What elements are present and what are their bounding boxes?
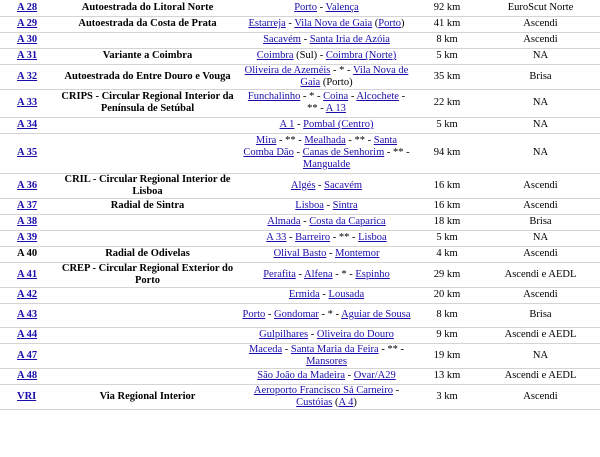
- place-link[interactable]: Gulpilhares: [259, 329, 309, 340]
- place-link[interactable]: Montemor: [335, 248, 380, 259]
- road-name: [55, 303, 240, 327]
- length-cell: 3 km: [413, 384, 481, 409]
- table-row: [0, 198, 600, 214]
- road-code-cell: [0, 133, 55, 173]
- road-code[interactable]: A 32: [17, 70, 38, 82]
- length-cell: 20 km: [413, 287, 481, 303]
- route-cell: [240, 246, 413, 262]
- length-cell: 41 km: [413, 16, 481, 32]
- table-row: [0, 16, 600, 32]
- route-cell: [240, 384, 413, 409]
- place-link[interactable]: Mangualde: [302, 159, 351, 170]
- operator-cell: Ascendi: [481, 384, 600, 409]
- place-link[interactable]: Funchalinho: [247, 91, 301, 102]
- route-separator: - ** -: [307, 91, 406, 114]
- place-link[interactable]: Porto: [378, 18, 402, 29]
- route-cell: [240, 133, 413, 173]
- operator-cell: Ascendi e AEDL: [481, 368, 600, 384]
- road-code-cell: [0, 384, 55, 409]
- road-name: [55, 327, 240, 343]
- operator-cell: NA: [481, 89, 600, 117]
- operator-cell: NA: [481, 48, 600, 64]
- route-separator: -: [300, 34, 310, 45]
- length-cell: 35 km: [413, 64, 481, 89]
- route-cell: [240, 198, 413, 214]
- table-row: [0, 0, 600, 16]
- route-cell: [240, 230, 413, 246]
- table-row: [0, 343, 600, 368]
- place-link[interactable]: Porto: [294, 1, 317, 13]
- place-link[interactable]: São João da Madeira: [257, 370, 345, 381]
- road-code[interactable]: A 31: [17, 50, 38, 61]
- place-link[interactable]: A 13: [325, 103, 346, 114]
- length-cell: 8 km: [413, 303, 481, 327]
- operator-cell: Ascendi: [481, 32, 600, 48]
- place-link[interactable]: Almada: [267, 216, 301, 227]
- route-separator: -: [316, 1, 326, 13]
- route-separator: (Sul) -: [293, 50, 326, 61]
- place-link[interactable]: Mira: [255, 135, 277, 146]
- length-cell: 5 km: [413, 230, 481, 246]
- place-link[interactable]: Estarreja: [248, 18, 286, 29]
- place-link[interactable]: Lousada: [328, 289, 365, 300]
- operator-cell: NA: [481, 133, 600, 173]
- length-cell: 4 km: [413, 246, 481, 262]
- road-code-cell: [0, 303, 55, 327]
- route-separator: - * -: [330, 64, 353, 76]
- operator-cell: Ascendi: [481, 287, 600, 303]
- place-link[interactable]: Coimbra (Norte): [325, 50, 397, 61]
- road-code-cell: [0, 89, 55, 117]
- route-separator: (: [332, 396, 339, 408]
- place-link[interactable]: Vila Nova de Gaia: [294, 18, 373, 29]
- road-name: [55, 32, 240, 48]
- road-code[interactable]: A 33: [17, 97, 38, 108]
- road-code-cell: [0, 368, 55, 384]
- route-cell: [240, 117, 413, 133]
- place-link[interactable]: Algés: [290, 179, 316, 191]
- road-name: [55, 133, 240, 173]
- road-code[interactable]: A 41: [17, 268, 38, 280]
- length-cell: 22 km: [413, 89, 481, 117]
- place-link[interactable]: Santa Maria da Feira: [290, 343, 379, 355]
- place-link[interactable]: Coina: [323, 91, 349, 102]
- road-code-cell: [0, 246, 55, 262]
- road-code-cell: [0, 32, 55, 48]
- route-separator: (: [372, 18, 379, 29]
- table-row: [0, 64, 600, 89]
- road-name: CREP - Circular Regional Exterior do Porto: [55, 262, 240, 287]
- road-code[interactable]: A 44: [17, 329, 38, 340]
- place-link[interactable]: Sacavém: [324, 179, 363, 191]
- length-cell: 92 km: [413, 0, 481, 16]
- road-code[interactable]: A 30: [17, 34, 38, 45]
- length-cell: 94 km: [413, 133, 481, 173]
- table-row: [0, 214, 600, 230]
- route-separator: -: [265, 309, 274, 320]
- place-link[interactable]: Coimbra: [256, 50, 294, 61]
- route-cell: [240, 303, 413, 327]
- place-link[interactable]: Costa da Caparica: [309, 216, 386, 227]
- place-link[interactable]: Valença: [325, 1, 359, 13]
- place-link[interactable]: Santa Iria de Azóia: [309, 34, 390, 45]
- route-separator: -: [315, 179, 325, 191]
- road-code[interactable]: A 39: [17, 232, 38, 243]
- road-code-cell: [0, 0, 55, 16]
- place-link[interactable]: Custóias: [296, 396, 333, 408]
- road-code[interactable]: A 38: [17, 216, 38, 227]
- place-link[interactable]: Canas de Senhorim: [302, 147, 385, 158]
- table-row: [0, 287, 600, 303]
- place-link[interactable]: Mealhada: [304, 135, 346, 146]
- place-link[interactable]: Gondomar: [274, 309, 319, 320]
- route-separator: -: [323, 200, 333, 211]
- road-code-cell: [0, 16, 55, 32]
- route-separator: -: [345, 370, 354, 381]
- length-cell: 18 km: [413, 214, 481, 230]
- route-cell: [240, 214, 413, 230]
- road-name: Via Regional Interior: [55, 384, 240, 409]
- place-link[interactable]: Oliveira do Douro: [316, 329, 394, 340]
- road-name: Variante a Coimbra: [55, 48, 240, 64]
- route-cell: [240, 368, 413, 384]
- route-cell: [240, 343, 413, 368]
- place-link[interactable]: A 1: [279, 119, 295, 130]
- operator-cell: Brisa: [481, 303, 600, 327]
- route-cell: [240, 48, 413, 64]
- road-code[interactable]: A 35: [17, 147, 38, 158]
- route-separator: - ** -: [345, 135, 374, 146]
- table-row: [0, 133, 600, 173]
- place-link[interactable]: Santa Comba Dão: [243, 135, 398, 158]
- route-separator: (Porto): [320, 76, 353, 88]
- place-link[interactable]: Porto: [242, 309, 266, 320]
- table-row: [0, 246, 600, 262]
- road-code-cell: [0, 198, 55, 214]
- operator-cell: Ascendi: [481, 16, 600, 32]
- route-separator: - * -: [318, 309, 342, 320]
- route-cell: [240, 262, 413, 287]
- place-link[interactable]: Vila Nova de Gaia: [300, 64, 409, 88]
- route-separator: -: [295, 268, 305, 280]
- place-link[interactable]: Maceda: [248, 343, 283, 355]
- route-separator: -: [282, 343, 291, 355]
- road-name: [55, 117, 240, 133]
- road-name: [55, 230, 240, 246]
- operator-cell: Ascendi e AEDL: [481, 262, 600, 287]
- route-separator: -: [326, 248, 336, 259]
- route-cell: [240, 0, 413, 16]
- route-cell: [240, 173, 413, 198]
- road-code-cell: [0, 64, 55, 89]
- operator-cell: Ascendi: [481, 246, 600, 262]
- road-code[interactable]: A 37: [17, 200, 38, 211]
- table-row: [0, 32, 600, 48]
- operator-cell: NA: [481, 343, 600, 368]
- operator-cell: Ascendi e AEDL: [481, 327, 600, 343]
- road-code: A 40: [17, 248, 38, 259]
- operator-cell: Ascendi: [481, 173, 600, 198]
- length-cell: 8 km: [413, 32, 481, 48]
- route-separator: -: [392, 384, 400, 396]
- place-link[interactable]: Aeroporto Francisco Sá Carneiro: [253, 384, 393, 396]
- route-cell: [240, 287, 413, 303]
- length-cell: 16 km: [413, 198, 481, 214]
- road-code-cell: [0, 343, 55, 368]
- road-code[interactable]: A 36: [17, 179, 38, 191]
- route-separator: -: [308, 329, 317, 340]
- table-row: [0, 327, 600, 343]
- place-link[interactable]: Lisboa: [295, 200, 324, 211]
- place-link[interactable]: Ovar/A29: [353, 370, 396, 381]
- table-row: [0, 303, 600, 327]
- operator-cell: NA: [481, 117, 600, 133]
- route-separator: -: [286, 232, 296, 243]
- road-code-cell: [0, 48, 55, 64]
- road-name: [55, 368, 240, 384]
- road-name: Autoestrada do Entre Douro e Vouga: [55, 64, 240, 89]
- road-code-cell: [0, 173, 55, 198]
- route-cell: [240, 89, 413, 117]
- length-cell: 19 km: [413, 343, 481, 368]
- road-name: Radial de Odivelas: [55, 246, 240, 262]
- operator-cell: EuroScut Norte: [481, 0, 600, 16]
- route-separator: - * -: [332, 268, 356, 280]
- route-separator: ): [401, 18, 405, 29]
- length-cell: 16 km: [413, 173, 481, 198]
- route-cell: [240, 64, 413, 89]
- table-row: [0, 117, 600, 133]
- place-link[interactable]: Ermida: [288, 289, 320, 300]
- place-link[interactable]: Sacavém: [263, 34, 301, 45]
- place-link[interactable]: Aguiar de Sousa: [341, 309, 411, 320]
- road-name: [55, 343, 240, 368]
- road-code-cell: [0, 287, 55, 303]
- road-code[interactable]: A 28: [17, 1, 38, 13]
- route-cell: [240, 327, 413, 343]
- table-row: [0, 48, 600, 64]
- road-name: [55, 214, 240, 230]
- road-name: Radial de Sintra: [55, 198, 240, 214]
- operator-cell: Brisa: [481, 214, 600, 230]
- route-separator: ): [353, 396, 357, 408]
- place-link[interactable]: Espinho: [355, 268, 390, 280]
- length-cell: 5 km: [413, 48, 481, 64]
- route-separator: - ** -: [384, 147, 410, 158]
- road-code-cell: [0, 117, 55, 133]
- table-row: [0, 384, 600, 409]
- operator-cell: Brisa: [481, 64, 600, 89]
- road-code[interactable]: A 47: [17, 349, 38, 361]
- route-separator: - * -: [300, 91, 324, 102]
- road-code[interactable]: A 29: [17, 18, 38, 29]
- road-name: Autoestrada da Costa de Prata: [55, 16, 240, 32]
- road-code-cell: [0, 262, 55, 287]
- route-cell: [240, 16, 413, 32]
- road-code[interactable]: A 43: [17, 309, 38, 320]
- route-separator: -: [293, 147, 303, 158]
- place-link[interactable]: Mansores: [306, 355, 347, 367]
- place-link[interactable]: Lisboa: [358, 232, 387, 243]
- route-separator: - ** -: [330, 232, 359, 243]
- route-separator: - ** -: [378, 343, 405, 355]
- table-row: [0, 230, 600, 246]
- road-name: [55, 287, 240, 303]
- route-separator: -: [285, 18, 295, 29]
- road-code-cell: [0, 230, 55, 246]
- route-cell: [240, 32, 413, 48]
- table-row: [0, 89, 600, 117]
- road-code-cell: [0, 214, 55, 230]
- road-name: CRIL - Circular Regional Interior de Lisboa: [55, 173, 240, 198]
- length-cell: 29 km: [413, 262, 481, 287]
- place-link[interactable]: Alcochete: [356, 91, 399, 102]
- route-separator: - ** -: [276, 135, 305, 146]
- route-separator: -: [300, 216, 310, 227]
- length-cell: 9 km: [413, 327, 481, 343]
- place-link[interactable]: A 33: [266, 232, 287, 243]
- place-link[interactable]: Perafita: [263, 268, 296, 280]
- place-link[interactable]: Sintra: [332, 200, 358, 211]
- place-link[interactable]: Pombal (Centro): [303, 119, 374, 130]
- road-code[interactable]: A 42: [17, 289, 38, 300]
- place-link[interactable]: Olival Basto: [273, 248, 327, 259]
- road-code[interactable]: A 48: [17, 370, 38, 381]
- table-row: [0, 368, 600, 384]
- length-cell: 5 km: [413, 117, 481, 133]
- place-link[interactable]: Oliveira de Azeméis: [244, 64, 331, 76]
- road-code[interactable]: A 34: [17, 119, 38, 130]
- operator-cell: NA: [481, 230, 600, 246]
- route-separator: -: [348, 91, 357, 102]
- route-separator: -: [319, 289, 329, 300]
- road-code-cell: [0, 327, 55, 343]
- place-link[interactable]: Barreiro: [295, 232, 331, 243]
- table-row: [0, 262, 600, 287]
- route-separator: -: [294, 119, 304, 130]
- place-link[interactable]: A 4: [338, 396, 354, 408]
- road-name: Autoestrada do Litoral Norte: [55, 0, 240, 16]
- road-code[interactable]: VRI: [17, 390, 37, 402]
- operator-cell: Ascendi: [481, 198, 600, 214]
- road-name: CRIPS - Circular Regional Interior da Península de Setúbal: [55, 89, 240, 117]
- table-row: [0, 173, 600, 198]
- length-cell: 13 km: [413, 368, 481, 384]
- place-link[interactable]: Alfena: [304, 268, 333, 280]
